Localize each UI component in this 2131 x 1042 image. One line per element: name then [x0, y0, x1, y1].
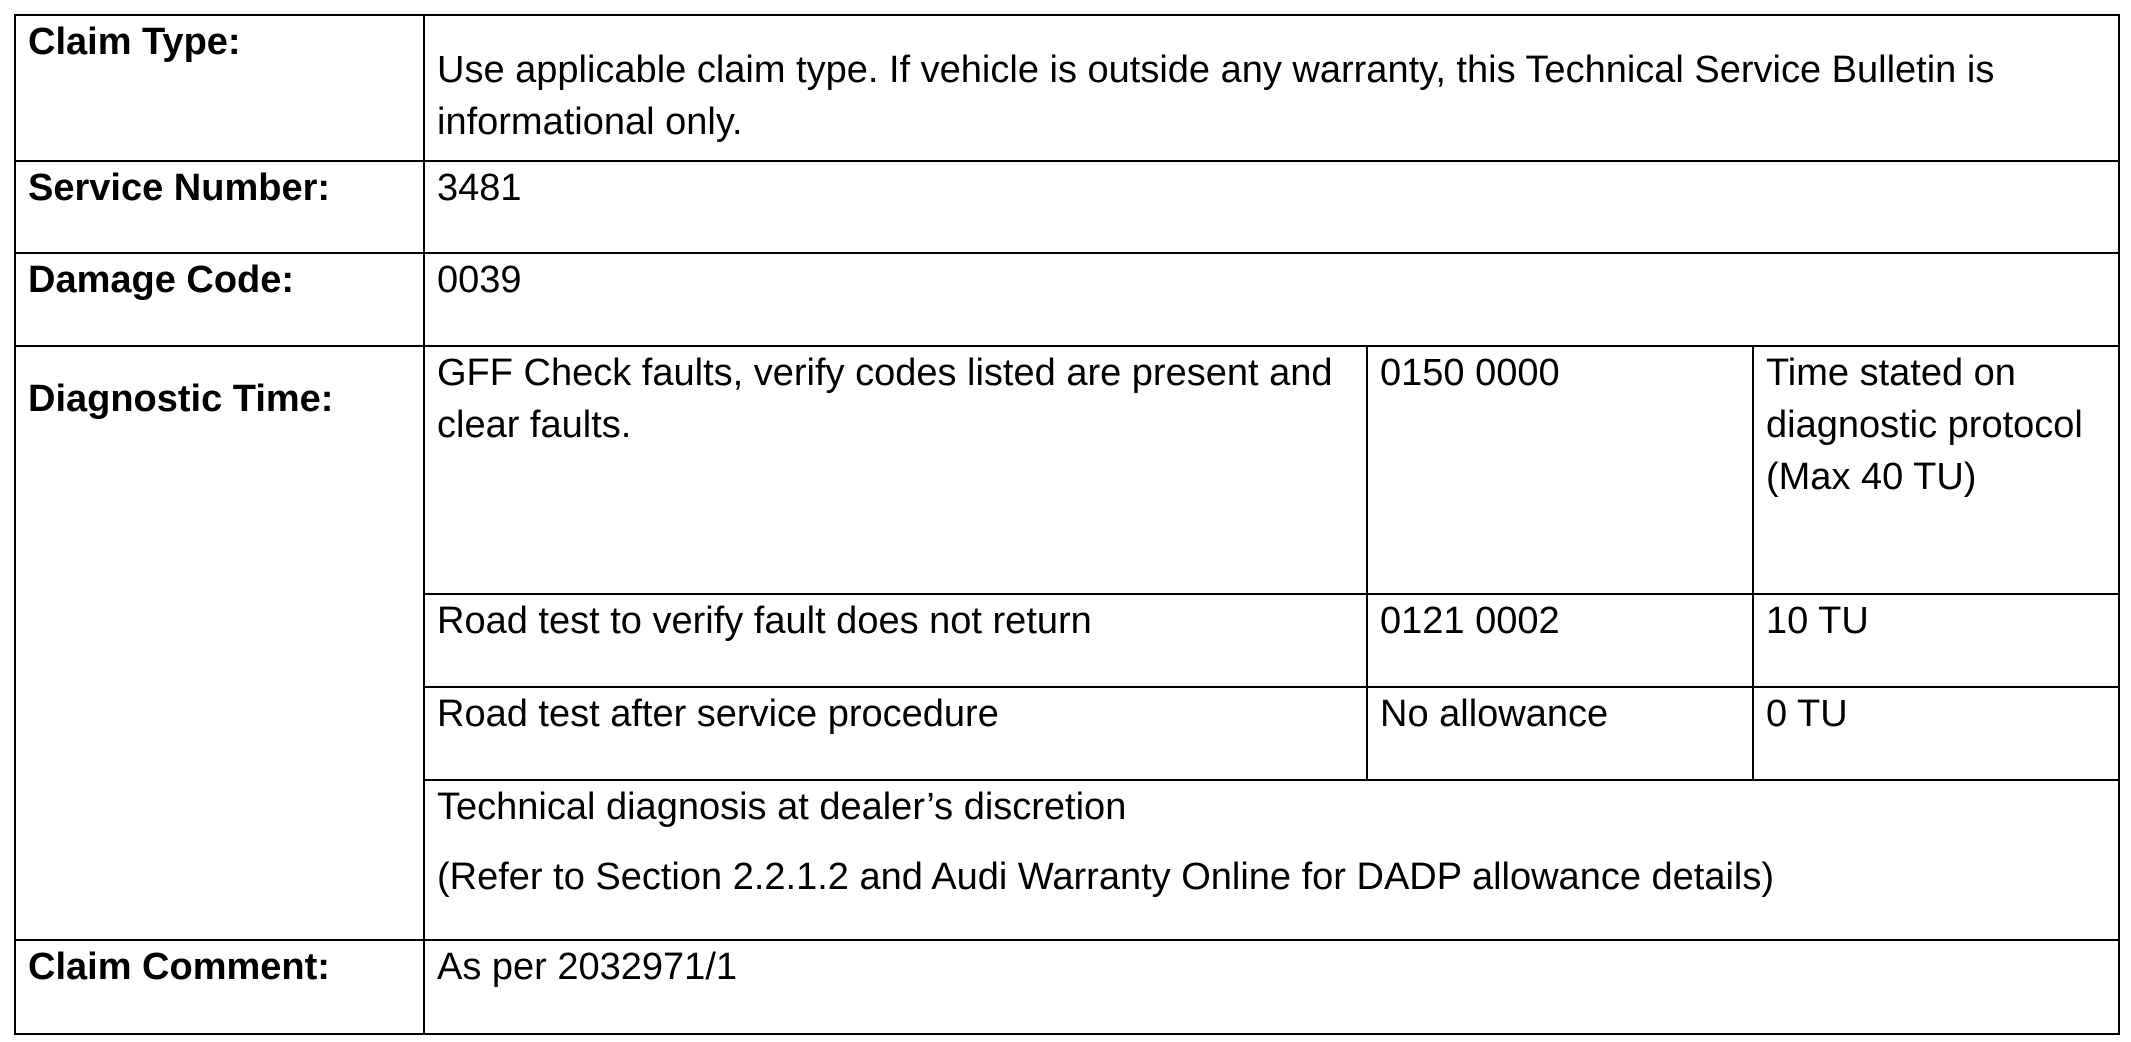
damage-code-row — [15, 253, 2119, 346]
claim-comment-label: Claim Comment: — [15, 940, 424, 1034]
diagnostic-item-time: 0 TU — [1753, 687, 2119, 780]
damage-code-value: 0039 — [424, 253, 2119, 346]
diagnostic-item-code: No allowance — [1367, 687, 1753, 780]
claim-type-label: Claim Type: — [15, 15, 424, 161]
diagnostic-item-time: Time stated on diagnostic protocol (Max 40 TU) — [1753, 346, 2119, 594]
claim-type-value: Use applicable claim type. If vehicle is outside any warranty, this Technical Service Bulletin is informational only. — [424, 15, 2119, 161]
claim-type-row — [15, 15, 2119, 161]
damage-code-label: Damage Code: — [15, 253, 424, 346]
service-number-row — [15, 161, 2119, 253]
diagnostic-note-line: Technical diagnosis at dealer’s discretion — [437, 786, 1127, 828]
claim-comment-row — [15, 940, 2119, 1034]
diagnostic-item-description: Road test to verify fault does not return — [424, 594, 1367, 687]
service-number-value: 3481 — [424, 161, 2119, 253]
claim-comment-value: As per 2032971/1 — [424, 940, 2119, 1034]
diagnostic-time-row — [15, 346, 2119, 594]
diagnostic-time-label: Diagnostic Time: — [15, 346, 424, 940]
diagnostic-item-code: 0121 0002 — [1367, 594, 1753, 687]
diagnostic-note-reference: (Refer to Section 2.2.1.2 and Audi Warranty Online for DADP allowance details) — [437, 856, 1775, 898]
diagnostic-item-code: 0150 0000 — [1367, 346, 1753, 594]
diagnostic-item-time: 10 TU — [1753, 594, 2119, 687]
diagnostic-item-description: Road test after service procedure — [424, 687, 1367, 780]
diagnostic-item-description: GFF Check faults, verify codes listed are present and clear faults. — [424, 346, 1367, 594]
service-number-label: Service Number: — [15, 161, 424, 253]
claim-info-table — [14, 14, 2120, 1035]
diagnostic-note — [424, 780, 2119, 940]
